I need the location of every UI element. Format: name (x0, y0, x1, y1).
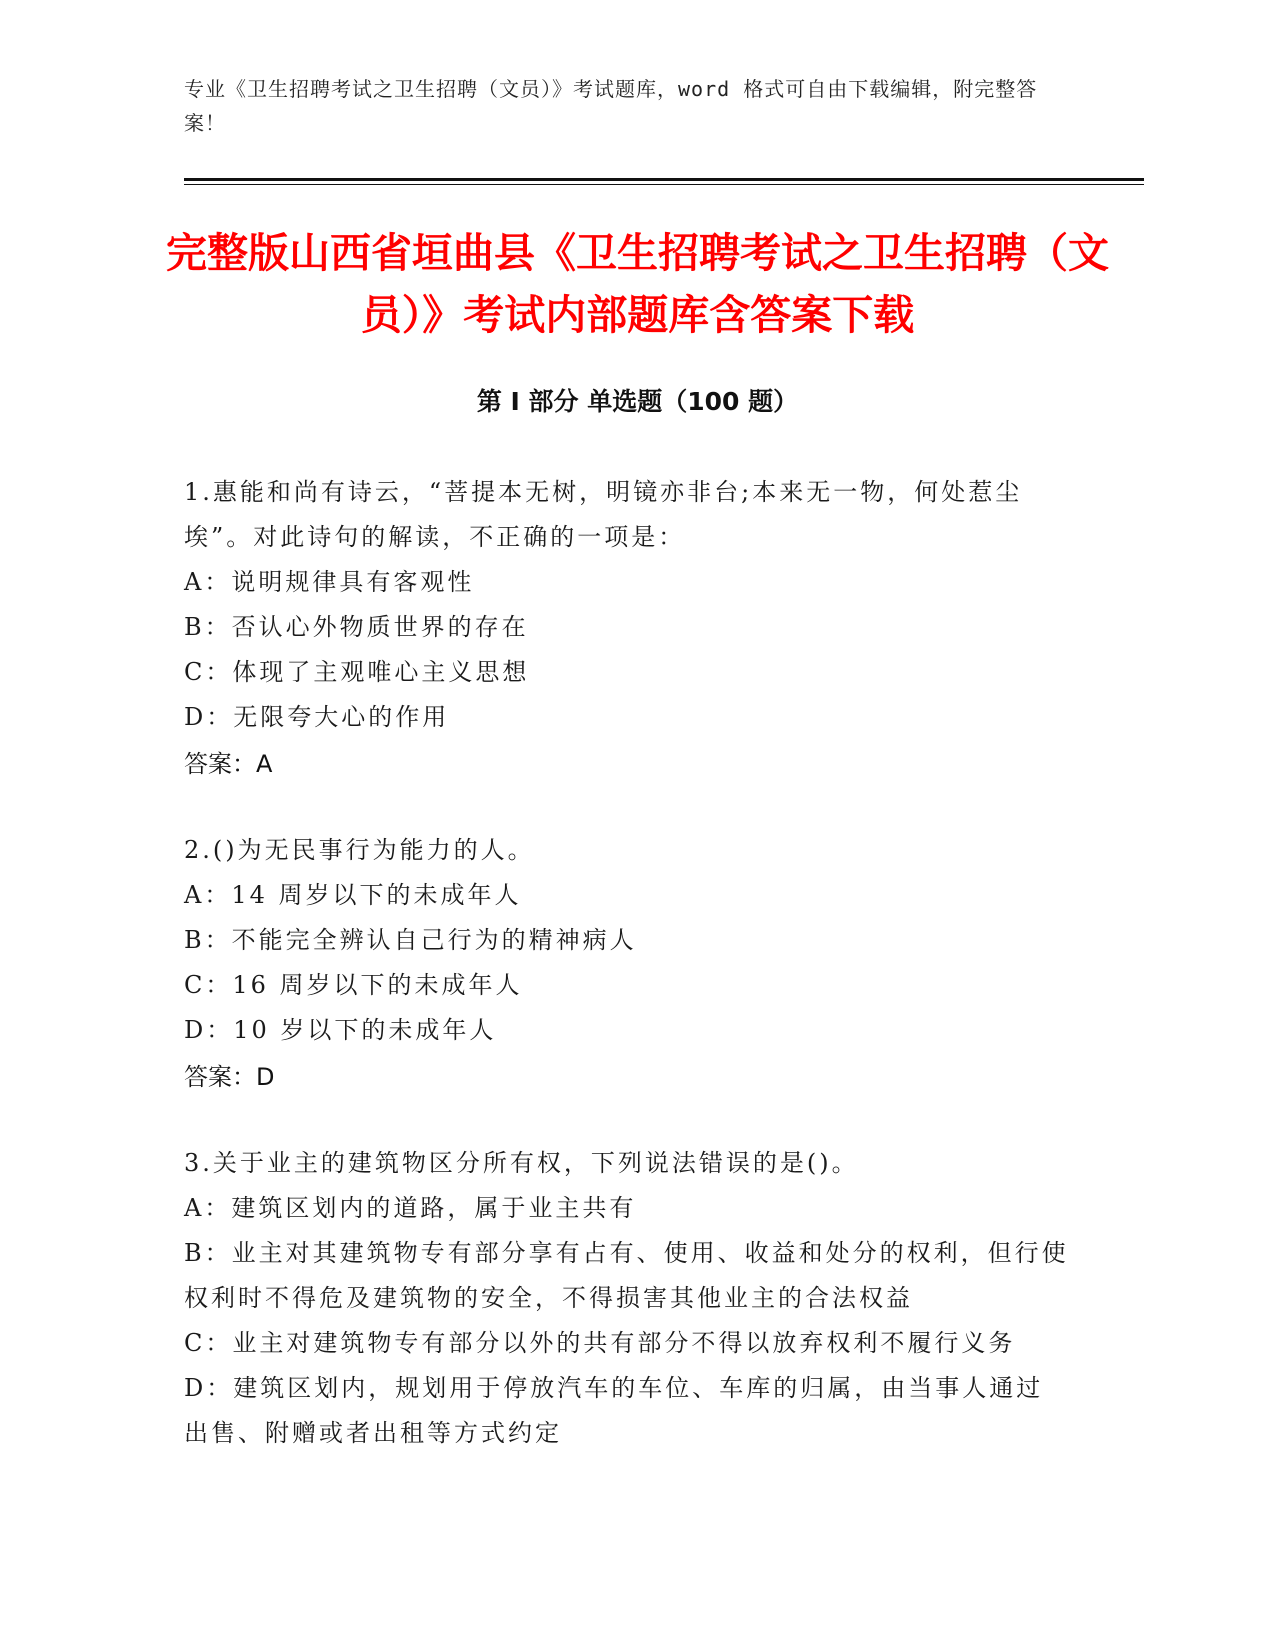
option-c: C：16 周岁以下的未成年人 (184, 971, 523, 999)
option-a: A：说明规律具有客观性 (184, 568, 475, 596)
header-divider-thin (184, 184, 1144, 185)
document-title: 完整版山西省垣曲县《卫生招聘考试之卫生招聘（文员）》考试内部题库含答案下载 (166, 229, 1109, 339)
header-note: 专业《卫生招聘考试之卫生招聘（文员）》考试题库，word 格式可自由下载编辑，附完整答案！ (184, 77, 1038, 135)
option-c: C：业主对建筑物专有部分以外的共有部分不得以放弃权利不履行义务 (184, 1329, 1016, 1357)
question-1 (184, 470, 1069, 788)
option-d: D：建筑区划内，规划用于停放汽车的车位、车库的归属，由当事人通过出售、附赠或者出租等方式约定 (184, 1374, 1044, 1447)
section-heading: 第 I 部分 单选题（100 题） (476, 387, 799, 416)
question-stem: 2.()为无民事行为能力的人。 (184, 836, 535, 864)
answer: 答案：A (184, 750, 273, 778)
header-divider-thick (184, 178, 1144, 181)
answer: 答案：D (184, 1063, 275, 1091)
option-a: A：14 周岁以下的未成年人 (184, 881, 522, 909)
option-a: A：建筑区划内的道路，属于业主共有 (184, 1194, 637, 1222)
question-stem: 3.关于业主的建筑物区分所有权，下列说法错误的是()。 (184, 1149, 859, 1177)
option-b: B：否认心外物质世界的存在 (184, 613, 529, 641)
option-d: D：10 岁以下的未成年人 (184, 1016, 497, 1044)
question-3 (184, 1141, 1069, 1456)
question-stem: 1.惠能和尚有诗云，“菩提本无树，明镜亦非台;本来无一物，何处惹尘埃”。对此诗句的解读，不正确的一项是： (184, 478, 1023, 551)
option-b: B：业主对其建筑物专有部分享有占有、使用、收益和处分的权利，但行使权利时不得危及建筑物的安全，不得损害其他业主的合法权益 (184, 1239, 1069, 1312)
question-2 (184, 828, 1069, 1101)
option-d: D：无限夸大心的作用 (184, 703, 450, 731)
option-c: C：体现了主观唯心主义思想 (184, 658, 530, 686)
question-list (184, 470, 1069, 1496)
option-b: B：不能完全辨认自己行为的精神病人 (184, 926, 637, 954)
